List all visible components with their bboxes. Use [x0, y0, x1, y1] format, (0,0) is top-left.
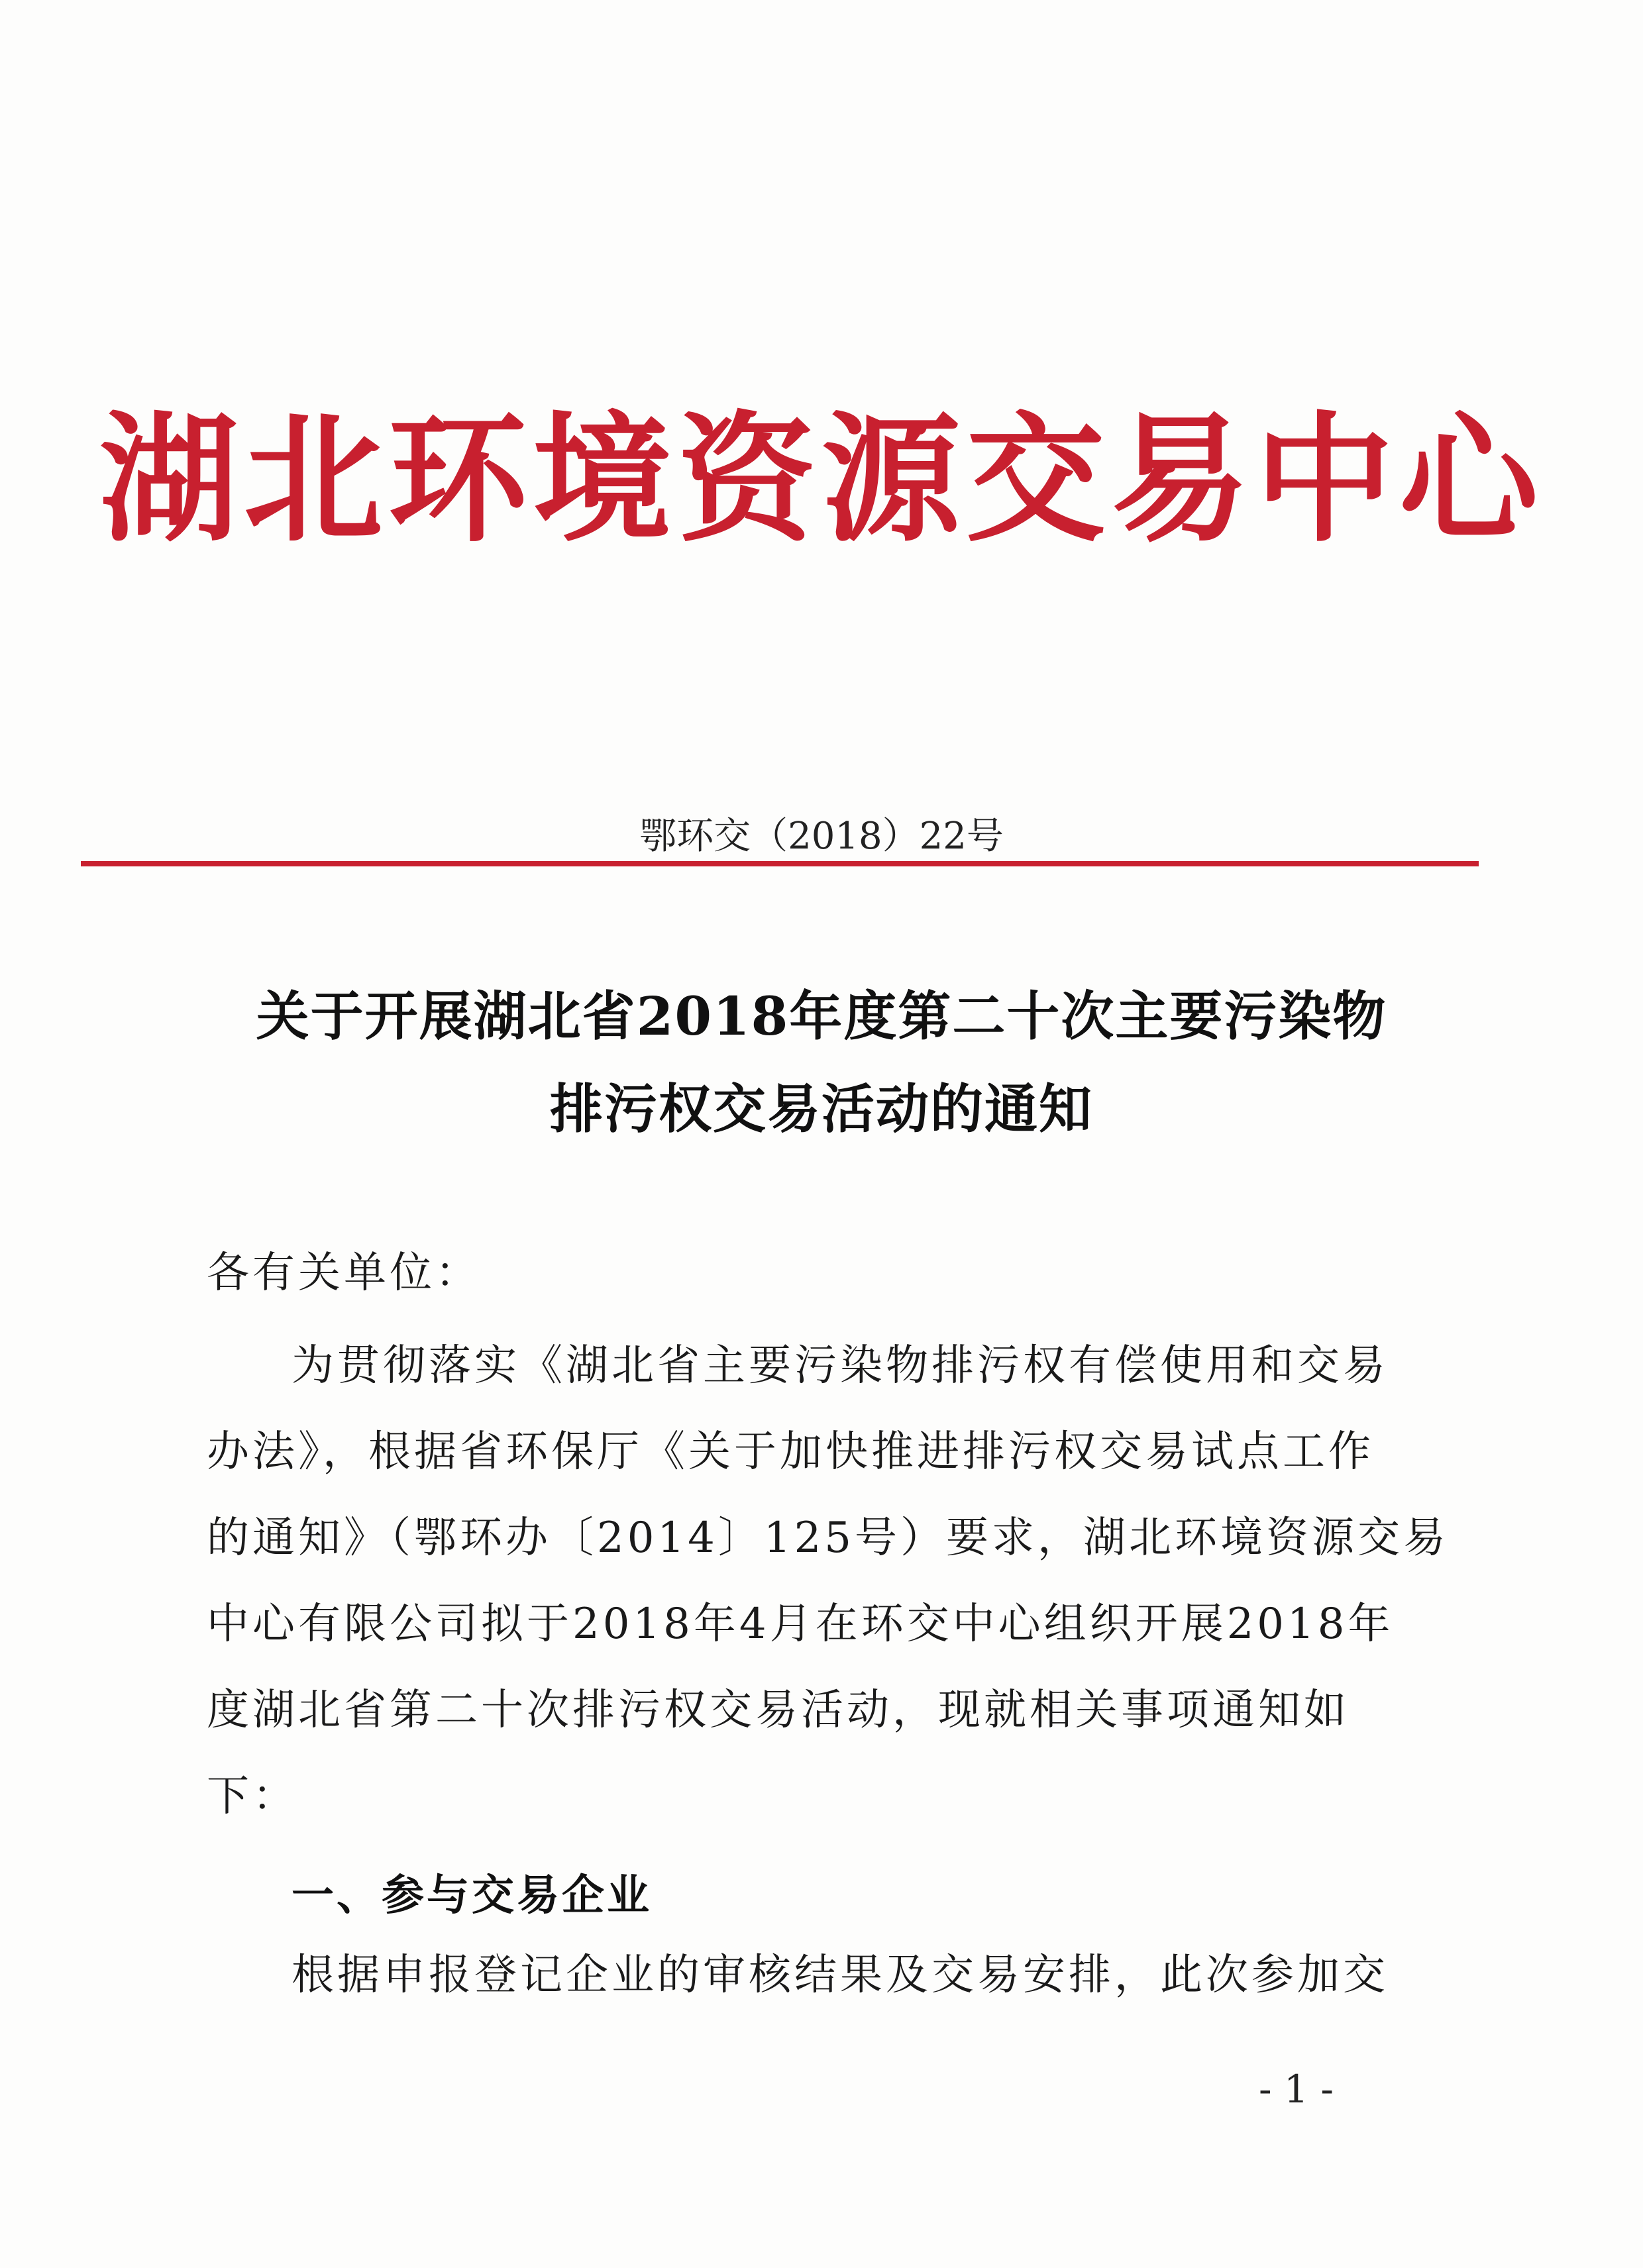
paragraph-line: 中心有限公司拟于2018年4月在环交中心组织开展2018年: [207, 1600, 1394, 1649]
salutation: 各有关单位：: [207, 1249, 481, 1298]
page-number: - 1 -: [1259, 2067, 1334, 2112]
section-heading-participating-enterprises: 一、参与交易企业: [292, 1871, 652, 1920]
document-title-line-1: 关于开展湖北省2018年度第二十次主要污染物: [256, 985, 1387, 1047]
paragraph-line: 为贯彻落实《湖北省主要污染物排污权有偿使用和交易: [292, 1341, 1389, 1390]
paragraph-line: 根据申报登记企业的审核结果及交易安排，此次参加交: [292, 1951, 1389, 2000]
document-number: 鄂环交（2018）22号: [639, 815, 1004, 858]
paragraph-line: 的通知》（鄂环办〔2014〕125号）要求，湖北环境资源交易: [207, 1514, 1450, 1563]
document-title-line-2: 排污权交易活动的通知: [550, 1078, 1093, 1140]
paragraph-line: 下：: [207, 1772, 298, 1821]
paragraph-line: 办法》，根据省环保厅《关于加快推进排污权交易试点工作: [207, 1427, 1374, 1476]
issuing-organization-header: 湖北环境资源交易中心: [99, 399, 1544, 561]
paragraph-line: 度湖北省第二十次排污权交易活动，现就相关事项通知如: [207, 1686, 1350, 1735]
red-divider-line: [81, 861, 1479, 866]
